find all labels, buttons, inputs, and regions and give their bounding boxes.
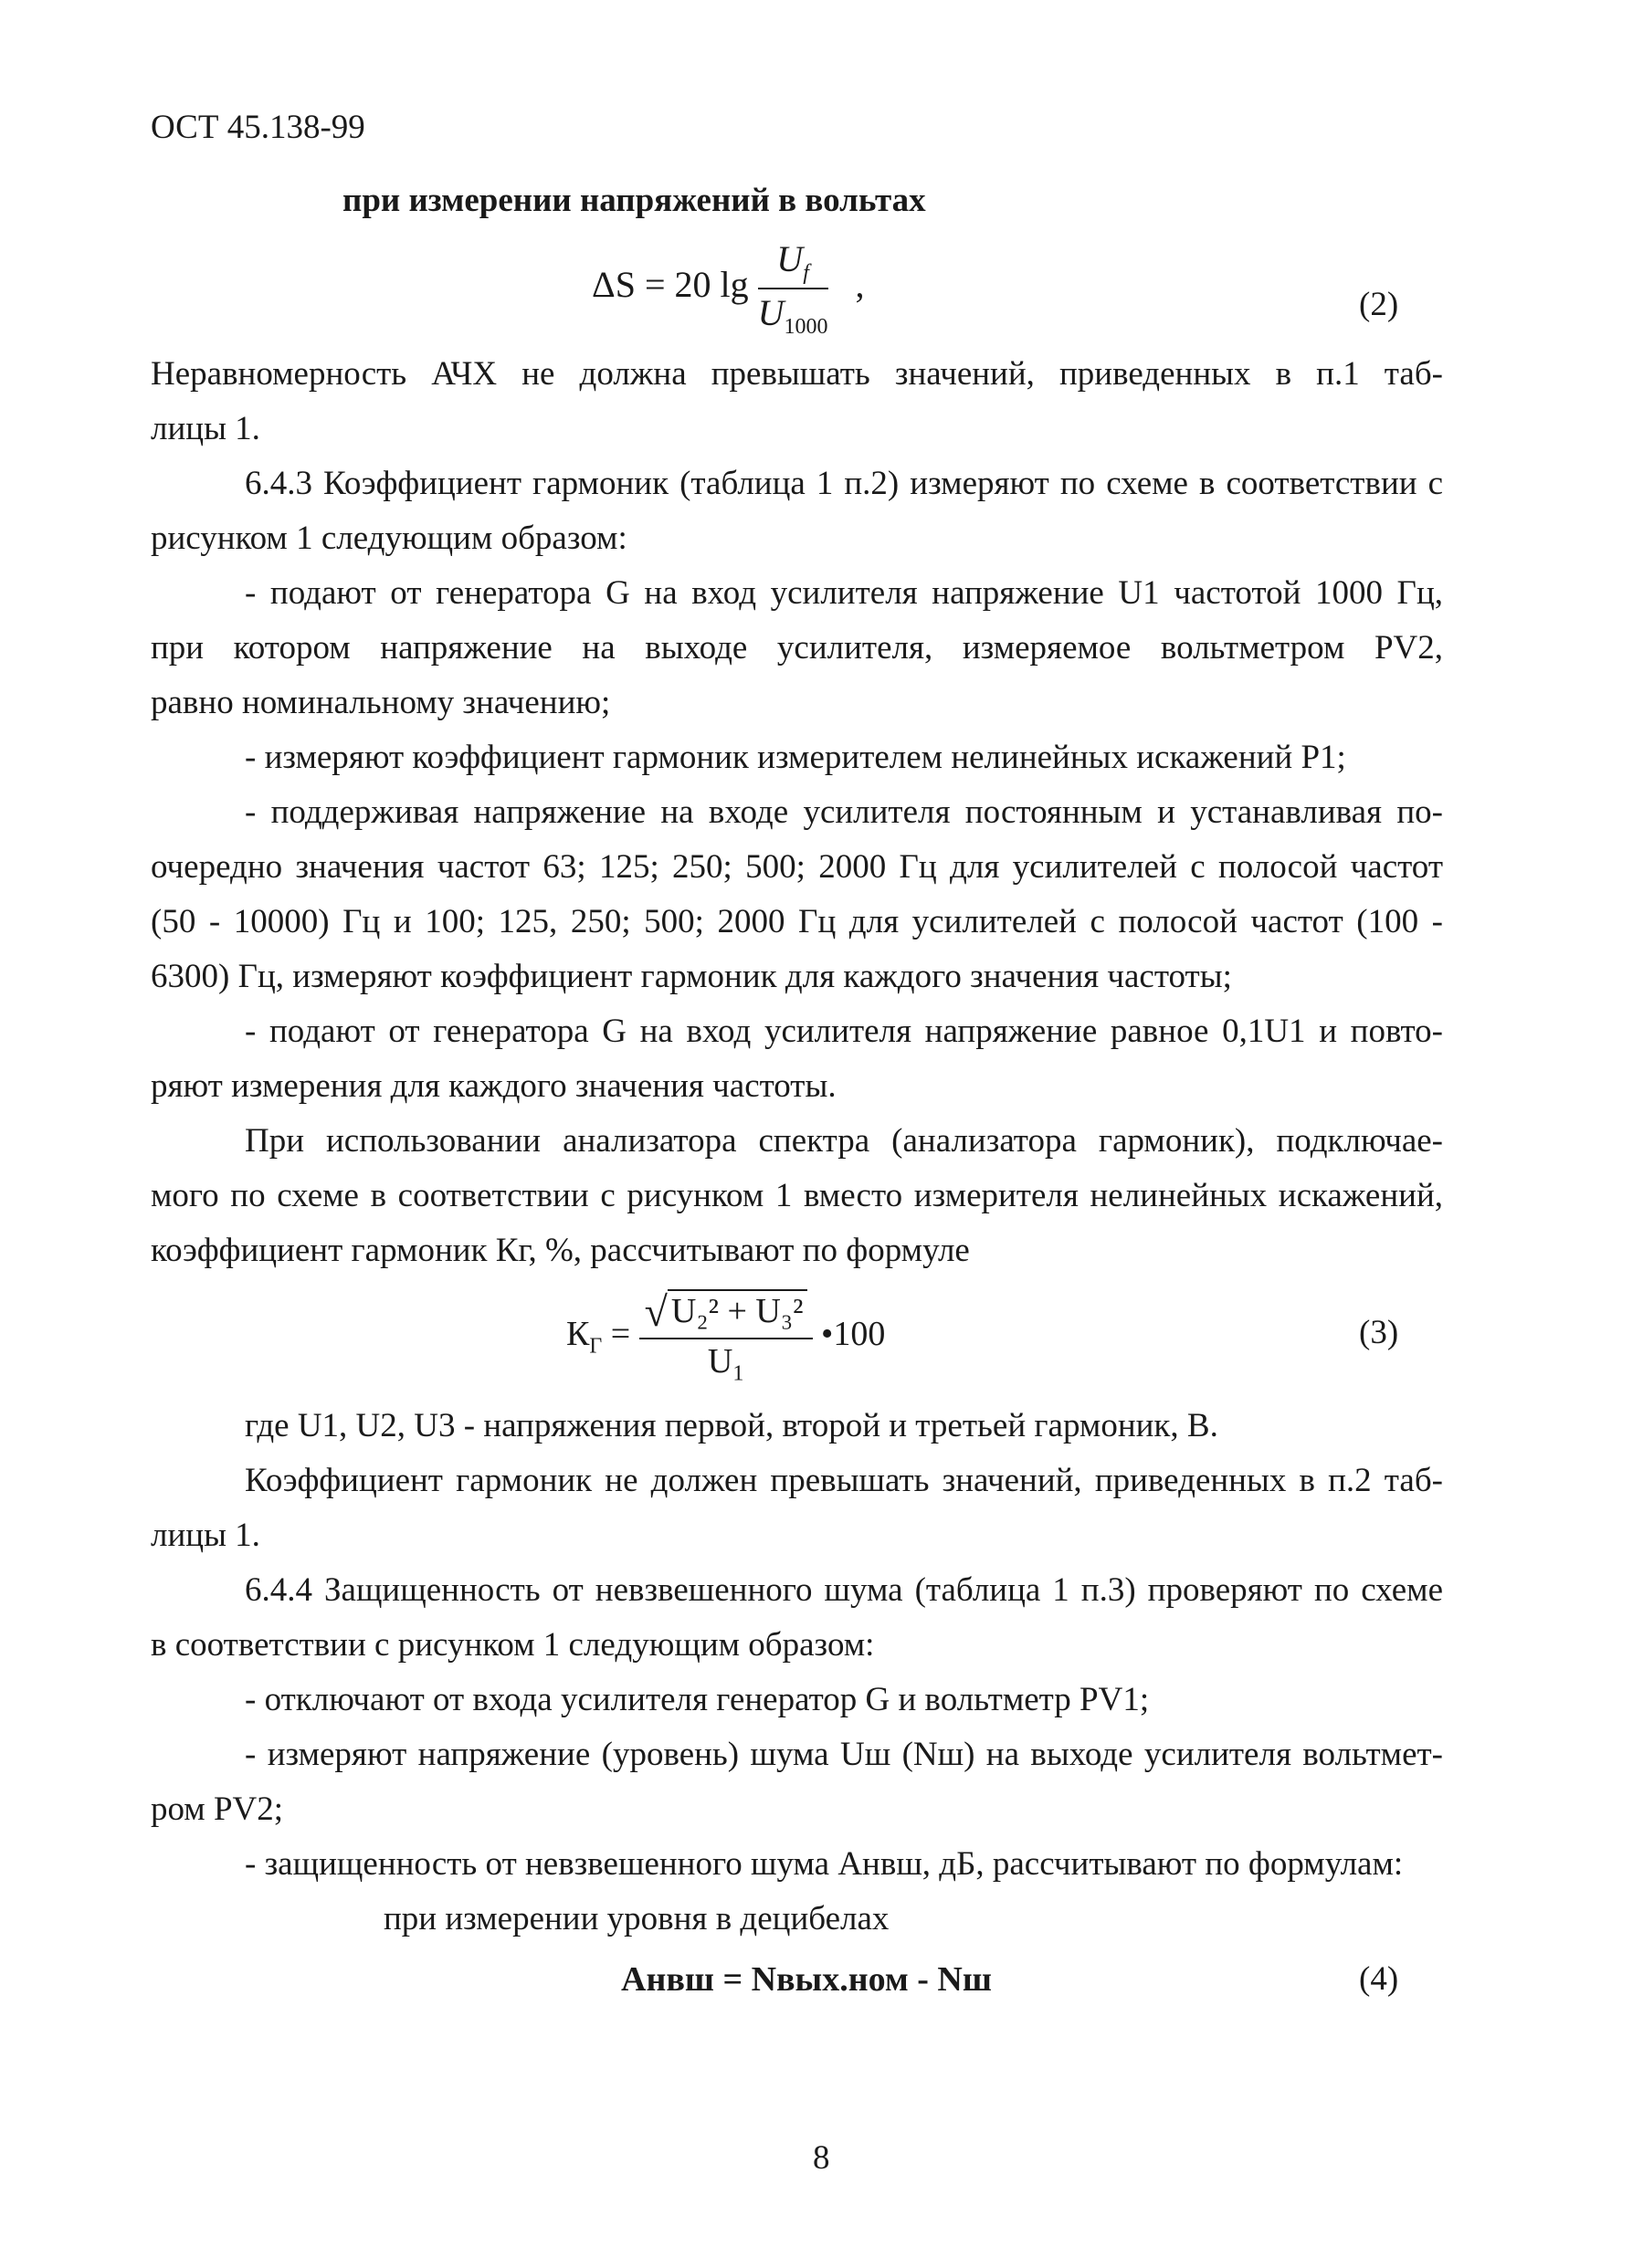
formula-3-radicand: U₂² + U₃² [668,1289,807,1331]
formula-3-denominator-sub: 1 [732,1361,744,1386]
bullet-1-line-1: - подают от генератора G на вход усилителя напряжение U1 частотой 1000 Гц, [245,574,1443,612]
bullet-3-line-4: 6300) Гц, измеряют коэффициент гармоник для каждого значения частоты; [151,958,1232,995]
section-644-bullet-3: - защищенность от невзвешенного шума Анвш, дБ, рассчитывают по формулам: [245,1845,1404,1883]
bullet-3-line-3: (50 - 10000) Гц и 100; 125, 250; 500; 2000 Гц для усилителей с полосой частот (100 - [151,903,1443,940]
formula-2-comma: , [855,264,865,306]
bullet-3-line-2: очередно значения частот 63; 125; 250; 500; 2000 Гц для усилителей с полосой частот [151,848,1443,886]
formula-2-numerator-sub: f [803,261,809,285]
formula-3-multiplier: •100 [821,1315,886,1354]
limit-line-1: Коэффициент гармоник не должен превышать значений, приведенных в п.2 таб- [245,1462,1443,1499]
formula-3 [566,1287,885,1387]
formula-2-number: (2) [1359,286,1399,323]
analyzer-line-1: При использовании анализатора спектра (анализатора гармоник), подключае- [245,1122,1443,1160]
analyzer-line-2: мого по схеме в соответствии с рисунком 1 вместо измерителя нелинейных искажений, [151,1177,1443,1214]
formula-2-fraction [758,237,828,340]
nonuniformity-line-1: Неравномерность АЧХ не должна превышать значений, приведенных в п.1 таб- [151,355,1443,393]
formula-2 [592,237,865,340]
formula-2-numerator: U [776,238,804,279]
section-644-subline: при измерении уровня в децибелах [384,1900,890,1937]
limit-line-2: лицы 1. [151,1517,260,1554]
formula-3-lhs: К [566,1315,590,1354]
bullet-1-line-3: равно номинальному значению; [151,684,611,721]
formula-3-lhs-sub: Г [589,1334,603,1359]
section-644-line-1: 6.4.4 Защищенность от невзвешенного шума (таблица 1 п.3) проверяют по схеме [245,1571,1443,1609]
intro-line: при измерении напряжений в вольтах [342,182,926,219]
section-644-bullet-2-line-1: - измеряют напряжение (уровень) шума Uш (Nш) на выходе усилителя вольтмет- [245,1736,1443,1773]
nonuniformity-line-2: лицы 1. [151,410,260,447]
where-line: где U1, U2, U3 - напряжения первой, второй и третьей гармоник, В. [245,1407,1218,1444]
analyzer-line-3: коэффициент гармоник Кг, %, рассчитывают по формуле [151,1232,970,1269]
doc-code-header: ОСТ 45.138-99 [151,109,365,146]
bullet-3-line-1: - поддерживая напряжение на входе усилителя постоянным и устанавливая по- [245,793,1443,831]
page-number: 8 [813,2139,830,2177]
section-644-bullet-2-line-2: ром PV2; [151,1790,284,1828]
formula-3-equals: = [610,1315,631,1354]
section-643-line-1: 6.4.3 Коэффициент гармоник (таблица 1 п.2) измеряют по схеме в соответствии с [245,465,1443,502]
formula-2-denominator-sub: 1000 [784,315,828,339]
formula-4: Анвш = Nвых.ном - Nш [621,1960,992,1999]
section-644-bullet-1: - отключают от входа усилителя генератор G и вольтметр PV1; [245,1681,1150,1718]
formula-4-number: (4) [1359,1960,1399,1998]
section-644-line-2: в соответствии с рисунком 1 следующим образом: [151,1626,875,1664]
formula-3-fraction [639,1287,813,1387]
bullet-1-line-2: при котором напряжение на выходе усилителя, измеряемое вольтметром PV2, [151,629,1443,667]
bullet-2: - измеряют коэффициент гармоник измерителем нелинейных искажений P1; [245,739,1346,776]
section-643-line-2: рисунком 1 следующим образом: [151,520,627,557]
formula-3-number: (3) [1359,1314,1399,1351]
bullet-4-line-1: - подают от генератора G на вход усилителя напряжение равное 0,1U1 и повто- [245,1013,1443,1050]
bullet-4-line-2: ряют измерения для каждого значения частоты. [151,1067,837,1105]
formula-2-lhs: ΔS = 20 lg [592,264,749,306]
sqrt-icon: √ [644,1288,668,1335]
formula-2-denominator: U [757,292,785,333]
formula-3-denominator: U [707,1342,733,1381]
